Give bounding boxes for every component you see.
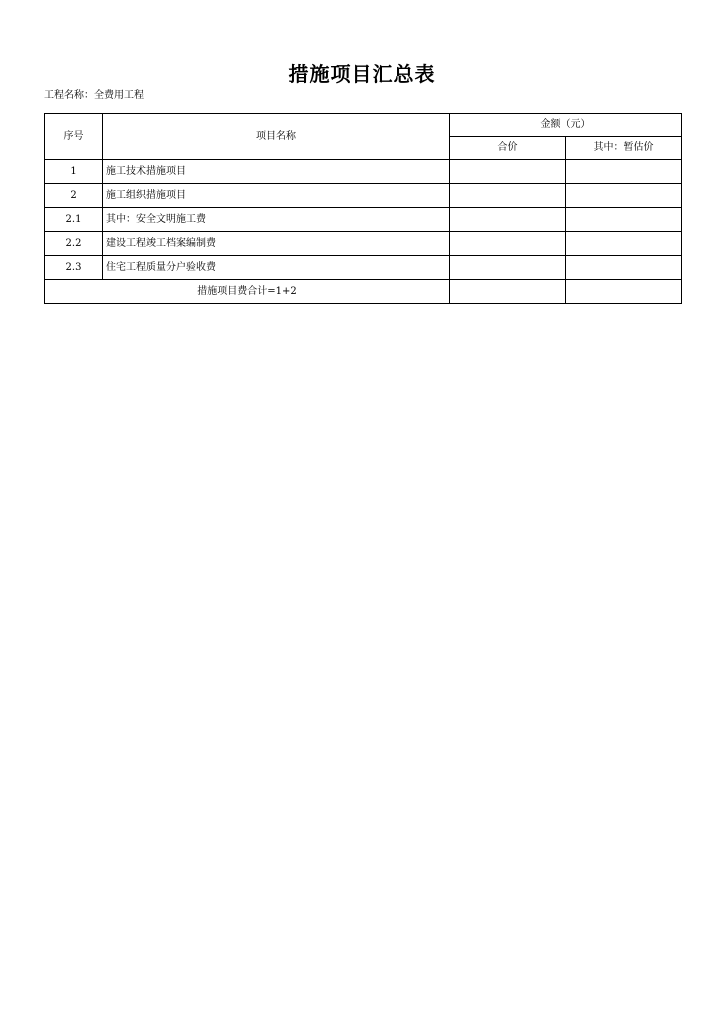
- table-row: [45, 232, 682, 256]
- table-row: [45, 184, 682, 208]
- measures-summary-table: [44, 113, 682, 304]
- cell-item-name: 施工技术措施项目: [103, 160, 450, 184]
- cell-total[interactable]: [450, 232, 566, 256]
- table-footer-row: [45, 280, 682, 304]
- cell-seq: 1: [45, 160, 103, 184]
- header-seq: 序号: [45, 114, 103, 160]
- table-row: [45, 160, 682, 184]
- cell-total[interactable]: [450, 184, 566, 208]
- header-item-name: 项目名称: [103, 114, 450, 160]
- cell-total[interactable]: [450, 208, 566, 232]
- table-row: [45, 208, 682, 232]
- footer-total-label: 措施项目费合计=1+2: [45, 280, 450, 304]
- header-amount: 金额（元）: [450, 114, 682, 137]
- cell-item-name: 其中：安全文明施工费: [103, 208, 450, 232]
- table-row: [45, 256, 682, 280]
- header-provisional: 其中：暂估价: [566, 137, 682, 160]
- cell-total[interactable]: [450, 256, 566, 280]
- cell-seq: 2.1: [45, 208, 103, 232]
- cell-provisional[interactable]: [566, 256, 682, 280]
- cell-provisional[interactable]: [566, 208, 682, 232]
- footer-provisional[interactable]: [566, 280, 682, 304]
- cell-item-name: 施工组织措施项目: [103, 184, 450, 208]
- cell-item-name: 住宅工程质量分户验收费: [103, 256, 450, 280]
- cell-seq: 2.2: [45, 232, 103, 256]
- cell-total[interactable]: [450, 160, 566, 184]
- table-header-row: [45, 114, 682, 137]
- cell-seq: 2: [45, 184, 103, 208]
- footer-total[interactable]: [450, 280, 566, 304]
- header-total: 合价: [450, 137, 566, 160]
- cell-seq: 2.3: [45, 256, 103, 280]
- cell-provisional[interactable]: [566, 184, 682, 208]
- cell-item-name: 建设工程竣工档案编制费: [103, 232, 450, 256]
- cell-provisional[interactable]: [566, 232, 682, 256]
- project-name-label: 工程名称：全费用工程: [44, 90, 144, 101]
- cell-provisional[interactable]: [566, 160, 682, 184]
- page-title: 措施项目汇总表: [288, 62, 436, 86]
